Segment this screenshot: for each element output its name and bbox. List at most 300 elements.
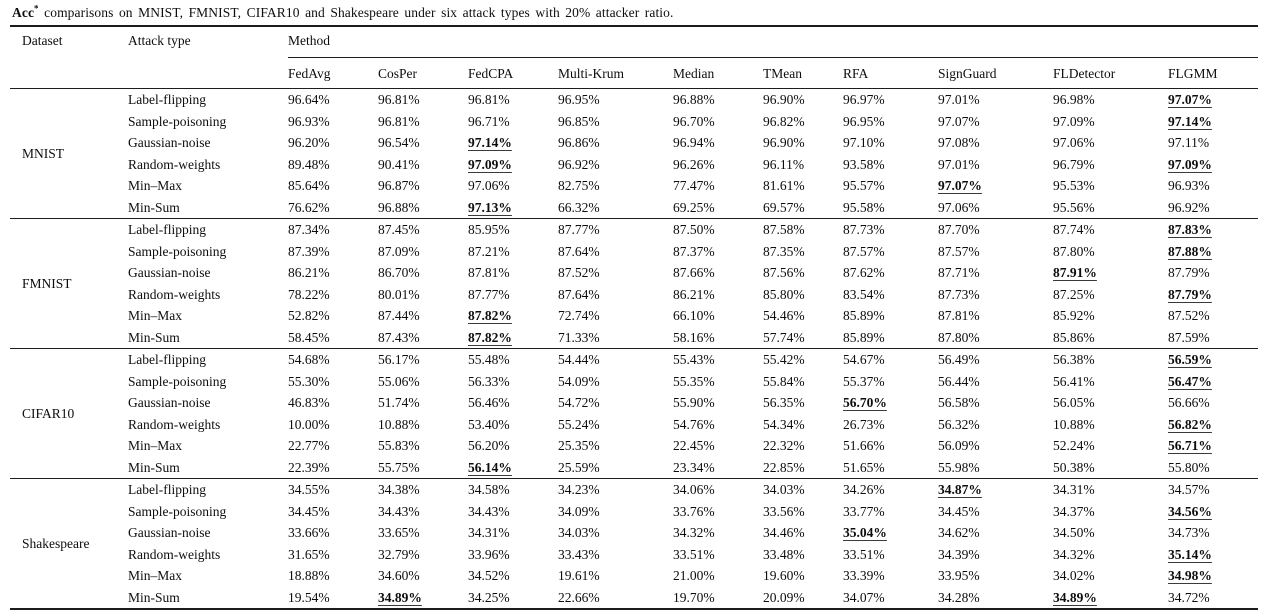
accuracy-value-best: 97.09% — [468, 156, 512, 172]
results-table — [10, 25, 1258, 610]
accuracy-value: 97.01% — [938, 156, 980, 172]
attack-type: Min-Sum — [128, 459, 180, 475]
accuracy-value: 87.70% — [938, 219, 1053, 241]
accuracy-value: 87.57% — [938, 243, 980, 259]
attack-type: Gaussian-noise — [128, 265, 211, 280]
attack-type: Min-Sum — [128, 199, 180, 215]
accuracy-value: 55.42% — [763, 349, 843, 371]
table-row — [10, 414, 1258, 436]
accuracy-value: 96.86% — [558, 135, 600, 150]
accuracy-value: 77.47% — [673, 178, 715, 193]
results-table-body — [10, 89, 1258, 610]
accuracy-value: 22.66% — [558, 589, 600, 605]
accuracy-value: 34.31% — [468, 525, 510, 540]
table-row — [10, 565, 1258, 587]
accuracy-value: 10.00% — [288, 416, 330, 432]
table-row — [10, 241, 1258, 263]
accuracy-value: 82.75% — [558, 178, 600, 193]
accuracy-value-best: 34.87% — [938, 479, 1053, 501]
accuracy-value: 96.71% — [468, 113, 510, 129]
accuracy-value: 96.92% — [558, 156, 600, 172]
table-row — [10, 371, 1258, 393]
accuracy-value: 56.38% — [1053, 349, 1168, 371]
accuracy-value: 50.38% — [1053, 459, 1095, 475]
accuracy-value: 33.76% — [673, 503, 715, 519]
accuracy-value: 96.98% — [1053, 92, 1095, 107]
accuracy-value: 55.83% — [378, 438, 420, 453]
table-row — [10, 305, 1258, 327]
accuracy-value-best: 56.82% — [1168, 416, 1212, 432]
table-row — [10, 349, 1258, 371]
col-header-attack-type: Attack type — [128, 26, 288, 89]
col-header-method: FedCPA — [468, 58, 558, 89]
accuracy-value: 87.71% — [938, 265, 980, 280]
accuracy-value: 56.49% — [938, 349, 1053, 371]
accuracy-value: 34.31% — [1053, 479, 1168, 501]
accuracy-value: 34.58% — [468, 479, 558, 501]
accuracy-value: 56.09% — [938, 438, 980, 453]
attack-type: Min-Sum — [128, 329, 180, 345]
col-header-method: Median — [673, 58, 763, 89]
dataset-name: Shakespeare — [10, 479, 128, 610]
accuracy-value: 34.03% — [763, 479, 843, 501]
accuracy-value: 87.34% — [288, 219, 378, 241]
accuracy-value: 21.00% — [673, 568, 715, 583]
accuracy-value: 34.45% — [288, 503, 330, 519]
accuracy-value: 72.74% — [558, 308, 600, 323]
accuracy-value: 87.52% — [558, 265, 600, 280]
accuracy-value: 55.48% — [468, 349, 558, 371]
accuracy-value: 85.95% — [468, 219, 558, 241]
accuracy-value: 97.10% — [843, 135, 885, 150]
dataset-name: CIFAR10 — [10, 349, 128, 479]
accuracy-value: 87.43% — [378, 329, 420, 345]
accuracy-value: 53.40% — [468, 416, 510, 432]
accuracy-value: 96.79% — [1053, 156, 1095, 172]
accuracy-value-best: 87.82% — [468, 329, 512, 345]
accuracy-value: 34.52% — [468, 568, 510, 583]
accuracy-value: 34.25% — [468, 589, 510, 605]
accuracy-value-best: 56.14% — [468, 459, 512, 475]
accuracy-value: 22.45% — [673, 438, 715, 453]
accuracy-value: 55.06% — [378, 373, 420, 389]
accuracy-value: 46.83% — [288, 395, 330, 410]
table-row — [10, 219, 1258, 241]
accuracy-value: 97.11% — [1168, 135, 1210, 150]
accuracy-value: 54.68% — [288, 349, 378, 371]
accuracy-value: 87.57% — [843, 243, 885, 259]
accuracy-value: 51.65% — [843, 459, 885, 475]
table-row — [10, 522, 1258, 544]
table-row — [10, 327, 1258, 349]
accuracy-value: 87.59% — [1168, 329, 1210, 345]
attack-type: Min-Sum — [128, 589, 180, 605]
accuracy-value: 32.79% — [378, 546, 420, 562]
accuracy-value: 95.57% — [843, 178, 885, 193]
accuracy-value: 97.08% — [938, 135, 980, 150]
accuracy-value-best: 87.88% — [1168, 243, 1212, 259]
accuracy-value: 96.26% — [673, 156, 715, 172]
accuracy-value: 96.90% — [763, 135, 805, 150]
col-header-dataset: Dataset — [10, 26, 128, 89]
accuracy-value: 97.07% — [938, 113, 980, 129]
attack-type: Gaussian-noise — [128, 135, 211, 150]
accuracy-value: 33.51% — [843, 546, 885, 562]
accuracy-value: 89.48% — [288, 156, 330, 172]
caption-metric: Acc — [12, 5, 35, 20]
attack-type: Label-flipping — [128, 349, 288, 371]
accuracy-value: 33.43% — [558, 546, 600, 562]
header-row-groups — [10, 26, 1258, 58]
accuracy-value: 55.84% — [763, 373, 805, 389]
accuracy-value: 96.70% — [673, 113, 715, 129]
accuracy-value-best: 87.82% — [468, 308, 512, 323]
accuracy-value: 87.64% — [558, 243, 600, 259]
accuracy-value: 69.57% — [763, 199, 805, 215]
table-row — [10, 262, 1258, 284]
accuracy-value: 58.16% — [673, 329, 715, 345]
accuracy-value: 87.77% — [468, 286, 510, 302]
accuracy-value-best: 34.89% — [1053, 589, 1097, 605]
accuracy-value: 96.97% — [843, 92, 885, 107]
accuracy-value: 87.21% — [468, 243, 510, 259]
accuracy-value: 86.70% — [378, 265, 420, 280]
accuracy-value: 78.22% — [288, 286, 330, 302]
accuracy-value: 96.87% — [378, 178, 420, 193]
accuracy-value: 56.58% — [938, 395, 980, 410]
accuracy-value: 56.66% — [1168, 395, 1210, 410]
accuracy-value: 34.43% — [378, 503, 420, 519]
accuracy-value: 55.43% — [673, 349, 763, 371]
accuracy-value: 22.39% — [288, 459, 330, 475]
accuracy-value: 56.33% — [468, 373, 510, 389]
accuracy-value: 96.81% — [378, 92, 420, 107]
attack-type: Min–Max — [128, 308, 182, 323]
accuracy-value: 66.32% — [558, 199, 600, 215]
accuracy-value: 51.74% — [378, 395, 420, 410]
accuracy-value: 33.77% — [843, 503, 885, 519]
accuracy-value: 34.37% — [1053, 503, 1095, 519]
col-header-method: FedAvg — [288, 58, 378, 89]
accuracy-value: 18.88% — [288, 568, 330, 583]
accuracy-value-best: 97.14% — [468, 135, 512, 150]
accuracy-value: 95.53% — [1053, 178, 1095, 193]
accuracy-value-best: 87.83% — [1168, 219, 1258, 241]
accuracy-value: 56.46% — [468, 395, 510, 410]
accuracy-value: 96.11% — [763, 156, 805, 172]
accuracy-value: 71.33% — [558, 329, 600, 345]
accuracy-value: 96.64% — [288, 92, 330, 107]
accuracy-value: 85.80% — [763, 286, 805, 302]
accuracy-value: 85.92% — [1053, 308, 1095, 323]
accuracy-value: 96.94% — [673, 135, 715, 150]
accuracy-value: 34.38% — [378, 479, 468, 501]
dataset-name: FMNIST — [10, 219, 128, 349]
accuracy-value: 97.06% — [468, 178, 510, 193]
accuracy-value: 34.09% — [558, 503, 600, 519]
accuracy-value: 87.74% — [1053, 219, 1168, 241]
accuracy-value: 54.67% — [843, 349, 938, 371]
accuracy-value: 96.20% — [288, 135, 330, 150]
accuracy-value: 34.39% — [938, 546, 980, 562]
attack-type: Min–Max — [128, 568, 182, 583]
accuracy-value-best: 34.56% — [1168, 503, 1212, 519]
accuracy-value: 66.10% — [673, 308, 715, 323]
accuracy-value: 55.35% — [673, 373, 715, 389]
accuracy-value: 69.25% — [673, 199, 715, 215]
accuracy-value: 34.07% — [843, 589, 885, 605]
accuracy-value: 34.32% — [1053, 546, 1095, 562]
accuracy-value: 87.35% — [763, 243, 805, 259]
accuracy-value: 87.56% — [763, 265, 805, 280]
accuracy-value-best: 35.14% — [1168, 546, 1212, 562]
accuracy-value: 97.06% — [938, 199, 980, 215]
accuracy-value: 80.01% — [378, 286, 420, 302]
accuracy-value: 34.50% — [1053, 525, 1095, 540]
accuracy-value: 51.66% — [843, 438, 885, 453]
accuracy-value: 33.65% — [378, 525, 420, 540]
table-row — [10, 154, 1258, 176]
accuracy-value: 31.65% — [288, 546, 330, 562]
accuracy-value: 96.95% — [843, 113, 885, 129]
accuracy-value: 34.43% — [468, 503, 510, 519]
accuracy-value: 55.90% — [673, 395, 715, 410]
accuracy-value: 87.77% — [558, 219, 673, 241]
accuracy-value: 87.62% — [843, 265, 885, 280]
accuracy-value: 96.93% — [288, 113, 330, 129]
accuracy-value: 34.02% — [1053, 568, 1095, 583]
attack-type: Gaussian-noise — [128, 525, 211, 540]
accuracy-value: 34.23% — [558, 479, 673, 501]
accuracy-value: 34.55% — [288, 479, 378, 501]
col-header-method: SignGuard — [938, 58, 1053, 89]
accuracy-value: 87.80% — [1053, 243, 1095, 259]
accuracy-value: 10.88% — [1053, 416, 1095, 432]
table-row — [10, 89, 1258, 111]
accuracy-value: 33.56% — [763, 503, 805, 519]
accuracy-value-best: 56.71% — [1168, 438, 1212, 453]
caption-text: comparisons on MNIST, FMNIST, CIFAR10 and Shakespeare under six attack types with 20% attacker ratio. — [38, 5, 674, 20]
accuracy-value-best: 97.13% — [468, 199, 512, 215]
accuracy-value: 86.21% — [673, 286, 715, 302]
table-row — [10, 175, 1258, 197]
accuracy-value-best: 34.89% — [378, 589, 422, 605]
accuracy-value: 25.59% — [558, 459, 600, 475]
accuracy-value: 56.44% — [938, 373, 980, 389]
accuracy-value: 54.44% — [558, 349, 673, 371]
accuracy-value: 26.73% — [843, 416, 885, 432]
table-row — [10, 501, 1258, 523]
accuracy-value-best: 87.91% — [1053, 265, 1097, 280]
attack-type: Label-flipping — [128, 479, 288, 501]
accuracy-value: 93.58% — [843, 156, 885, 172]
accuracy-value: 19.61% — [558, 568, 600, 583]
accuracy-value: 57.74% — [763, 329, 805, 345]
accuracy-value: 86.21% — [288, 265, 330, 280]
accuracy-value: 55.98% — [938, 459, 980, 475]
attack-type: Sample-poisoning — [128, 113, 227, 129]
accuracy-value-best: 34.98% — [1168, 568, 1212, 583]
accuracy-value: 85.86% — [1053, 329, 1095, 345]
accuracy-value: 87.81% — [938, 308, 980, 323]
accuracy-value: 85.64% — [288, 178, 330, 193]
accuracy-value: 52.24% — [1053, 438, 1095, 453]
accuracy-value: 33.95% — [938, 568, 980, 583]
accuracy-value: 96.88% — [673, 92, 715, 107]
table-row — [10, 197, 1258, 219]
accuracy-value: 52.82% — [288, 308, 330, 323]
accuracy-value: 87.39% — [288, 243, 330, 259]
attack-type: Random-weights — [128, 546, 221, 562]
accuracy-value: 22.32% — [763, 438, 805, 453]
accuracy-value: 33.51% — [673, 546, 715, 562]
accuracy-value: 90.41% — [378, 156, 420, 172]
accuracy-value: 96.95% — [558, 92, 600, 107]
accuracy-value: 34.46% — [763, 525, 805, 540]
accuracy-value: 56.32% — [938, 416, 980, 432]
dataset-name: MNIST — [22, 145, 65, 161]
accuracy-value: 96.93% — [1168, 178, 1210, 193]
accuracy-value: 81.61% — [763, 178, 805, 193]
accuracy-value: 34.06% — [673, 479, 763, 501]
accuracy-value: 23.34% — [673, 459, 715, 475]
accuracy-value: 22.77% — [288, 438, 330, 453]
accuracy-value: 54.46% — [763, 308, 805, 323]
accuracy-value: 20.09% — [763, 589, 805, 605]
accuracy-value: 34.62% — [938, 525, 980, 540]
attack-type: Label-flipping — [128, 219, 288, 241]
accuracy-value: 34.72% — [1168, 589, 1210, 605]
accuracy-value: 87.50% — [673, 219, 763, 241]
accuracy-value: 54.76% — [673, 416, 715, 432]
caption-metric-superscript: * — [34, 3, 39, 14]
accuracy-value: 34.03% — [558, 525, 600, 540]
accuracy-value: 34.60% — [378, 568, 420, 583]
accuracy-value: 85.89% — [843, 308, 885, 323]
accuracy-value: 97.09% — [1053, 113, 1095, 129]
accuracy-value: 87.80% — [938, 329, 980, 345]
table-row — [10, 479, 1258, 501]
accuracy-value: 10.88% — [378, 416, 420, 432]
col-header-method: FLGMM — [1168, 58, 1258, 89]
attack-type: Min–Max — [128, 438, 182, 453]
table-row — [10, 392, 1258, 414]
accuracy-value-best: 56.70% — [843, 395, 887, 410]
attack-type: Sample-poisoning — [128, 373, 227, 389]
accuracy-value: 87.79% — [1168, 265, 1210, 280]
accuracy-value: 34.32% — [673, 525, 715, 540]
accuracy-value: 97.01% — [938, 92, 980, 107]
table-caption — [12, 3, 1262, 23]
accuracy-value: 87.52% — [1168, 308, 1210, 323]
accuracy-value: 54.09% — [558, 373, 600, 389]
accuracy-value: 87.73% — [843, 219, 938, 241]
col-header-method: RFA — [843, 58, 938, 89]
accuracy-value: 54.34% — [763, 416, 805, 432]
accuracy-value: 56.20% — [468, 438, 510, 453]
accuracy-value: 55.24% — [558, 416, 600, 432]
accuracy-value: 96.85% — [558, 113, 600, 129]
accuracy-value: 56.05% — [1053, 395, 1095, 410]
accuracy-value: 55.37% — [843, 373, 885, 389]
attack-type: Random-weights — [128, 286, 221, 302]
accuracy-value: 87.37% — [673, 243, 715, 259]
attack-type: Random-weights — [128, 416, 221, 432]
accuracy-value-best: 35.04% — [843, 525, 887, 540]
table-row — [10, 457, 1258, 479]
accuracy-value: 87.44% — [378, 308, 420, 323]
accuracy-value: 87.58% — [763, 219, 843, 241]
accuracy-value: 95.58% — [843, 199, 885, 215]
accuracy-value: 87.25% — [1053, 286, 1095, 302]
attack-type: Label-flipping — [128, 92, 206, 107]
accuracy-value: 96.92% — [1168, 199, 1210, 215]
table-row — [10, 544, 1258, 566]
table-row — [10, 111, 1258, 133]
accuracy-value: 96.88% — [378, 199, 420, 215]
attack-type: Random-weights — [128, 156, 221, 172]
attack-type: Min–Max — [128, 178, 182, 193]
accuracy-value: 96.90% — [763, 92, 805, 107]
col-header-method: TMean — [763, 58, 843, 89]
accuracy-value: 33.48% — [763, 546, 805, 562]
accuracy-value: 56.17% — [378, 349, 468, 371]
accuracy-value: 19.60% — [763, 568, 805, 583]
accuracy-value: 34.28% — [938, 589, 980, 605]
col-header-method: CosPer — [378, 58, 468, 89]
accuracy-value: 34.57% — [1168, 479, 1258, 501]
accuracy-value-best: 97.07% — [1168, 92, 1212, 107]
attack-type: Sample-poisoning — [128, 503, 227, 519]
accuracy-value: 34.26% — [843, 479, 938, 501]
accuracy-value: 55.75% — [378, 459, 420, 475]
accuracy-value: 95.56% — [1053, 199, 1095, 215]
table-row — [10, 587, 1258, 610]
accuracy-value-best: 97.14% — [1168, 113, 1212, 129]
col-header-method: Multi-Krum — [558, 58, 673, 89]
table-row — [10, 132, 1258, 154]
table-row — [10, 284, 1258, 306]
accuracy-value-best: 97.09% — [1168, 156, 1212, 172]
accuracy-value: 58.45% — [288, 329, 330, 345]
attack-type: Sample-poisoning — [128, 243, 227, 259]
accuracy-value: 19.54% — [288, 589, 330, 605]
accuracy-value: 97.06% — [1053, 135, 1095, 150]
accuracy-value: 25.35% — [558, 438, 600, 453]
accuracy-value: 56.35% — [763, 395, 805, 410]
col-header-method-group: Method — [288, 26, 1258, 58]
accuracy-value: 54.72% — [558, 395, 600, 410]
accuracy-value: 83.54% — [843, 286, 885, 302]
accuracy-value: 56.41% — [1053, 373, 1095, 389]
accuracy-value: 33.96% — [468, 546, 510, 562]
accuracy-value: 33.39% — [843, 568, 885, 583]
accuracy-value: 87.73% — [938, 286, 980, 302]
accuracy-value: 55.80% — [1168, 459, 1210, 475]
accuracy-value: 34.73% — [1168, 525, 1210, 540]
accuracy-value: 85.89% — [843, 329, 885, 345]
accuracy-value: 96.81% — [468, 92, 510, 107]
accuracy-value: 87.66% — [673, 265, 715, 280]
accuracy-value: 22.85% — [763, 459, 805, 475]
accuracy-value: 55.30% — [288, 373, 330, 389]
accuracy-value: 96.82% — [763, 113, 805, 129]
table-row — [10, 435, 1258, 457]
accuracy-value: 76.62% — [288, 199, 330, 215]
accuracy-value: 87.64% — [558, 286, 600, 302]
accuracy-value: 34.45% — [938, 503, 980, 519]
accuracy-value: 87.09% — [378, 243, 420, 259]
